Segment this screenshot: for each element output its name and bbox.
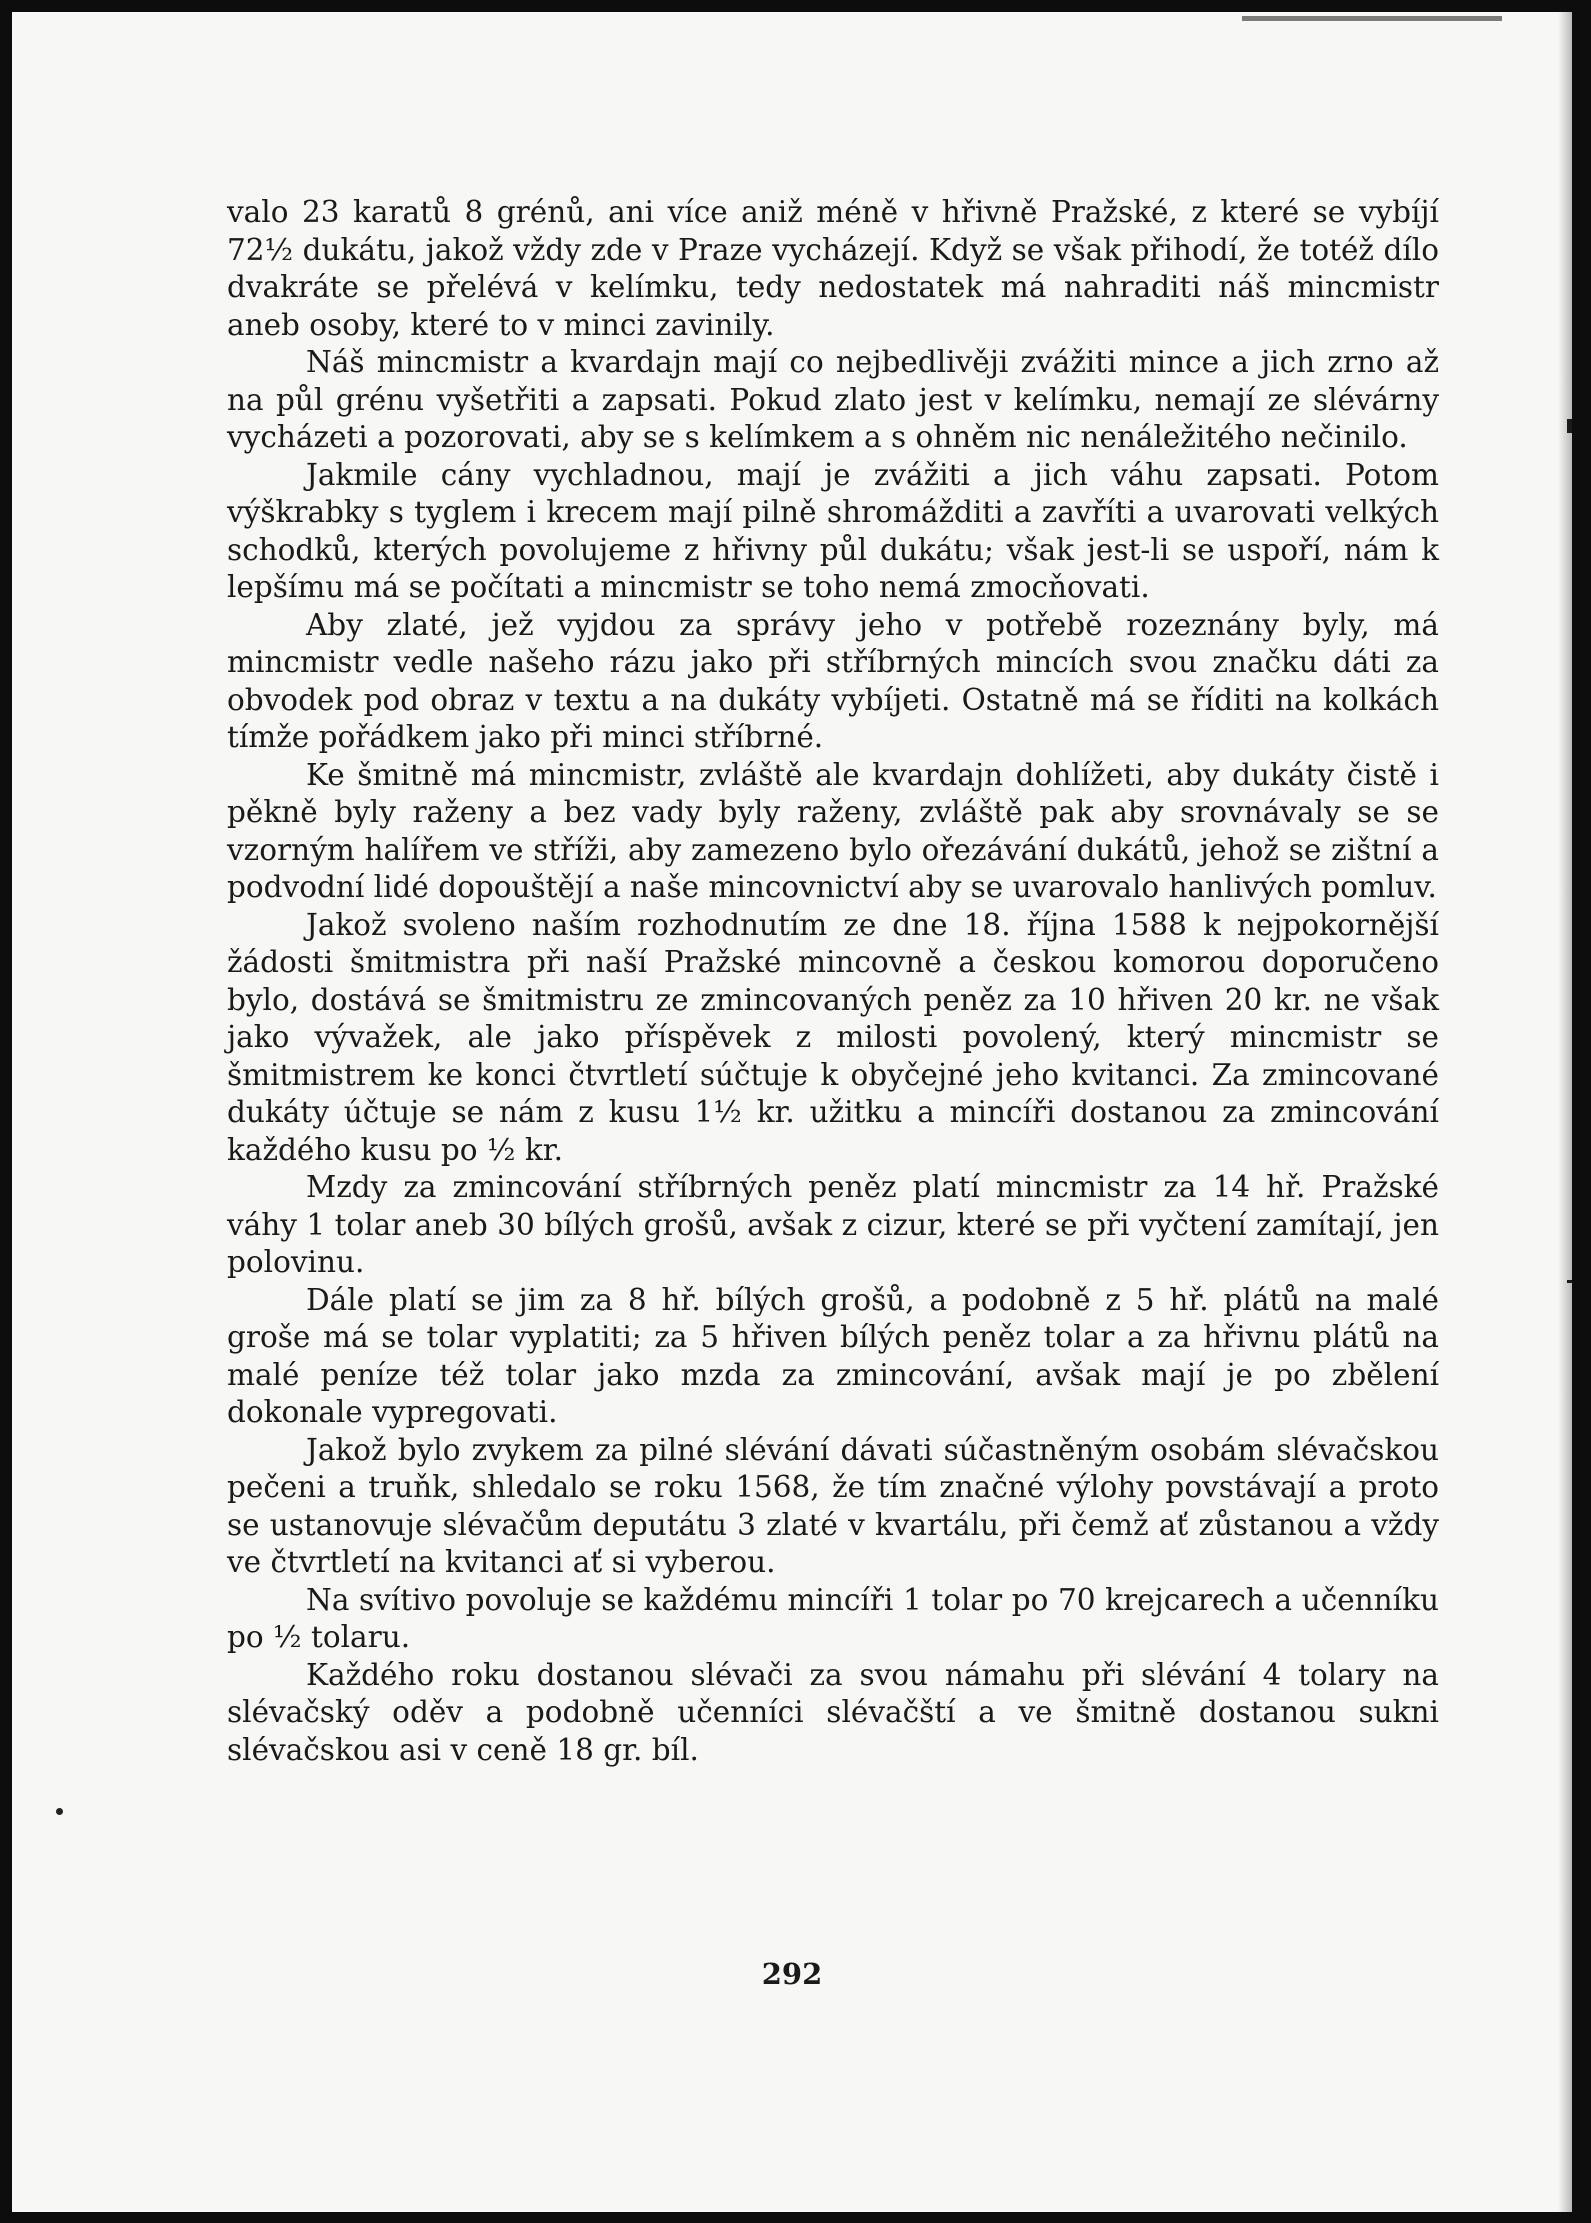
scan-speck: [1567, 419, 1572, 433]
scan-speck: [1567, 1280, 1572, 1283]
paragraph-11: Každého roku dostanou slévači za svou námahu při slévání 4 tolary na slévačský oděv a podobně učenníci slévačští a ve šmitně dostanou sukni slévačskou asi v ceně 18 gr. bíl.: [227, 1657, 1439, 1767]
scan-edge-mark: [1242, 16, 1502, 21]
page-number: 292: [761, 1957, 823, 1991]
paragraph-7: Mzdy za zmincování stříbrných peněz platí mincmistr za 14 hř. Pražské váhy 1 tolar aneb 30 bílých grošů, avšak z cizur, které se při vyčtení zamítají, jen polovinu.: [227, 1170, 1439, 1279]
paragraph-3: Jakmile cány vychladnou, mají je zvážiti a jich váhu zapsati. Potom výškrabky s tyglem i krecem mají pilně shromážditi a zavříti a uvarovati velkých schodků, kterých povolujeme z hřivny půl dukátu; však jest-li se uspoří, nám k lepšímu má se počítati a mincmistr se toho nemá zmocňovati.: [227, 457, 1439, 604]
body-text: [227, 194, 1439, 1769]
paragraph-10: Na svítivo povoluje se každému mincíři 1 tolar po 70 krejcarech a učenníku po ½ tolaru.: [227, 1582, 1439, 1654]
paragraph-9: Jakož bylo zvykem za pilné slévání dávati súčastněným osobám slévačskou pečeni a truňk, shledalo se roku 1568, že tím značné výlohy povstávají a proto se ustanovuje slévačům deputátu 3 zlaté v kvartálu, při čemž ať zůstanou a vždy ve čtvrtletí na kvitanci ať si vyberou.: [227, 1432, 1439, 1579]
paragraph-1: valo 23 karatů 8 grénů, ani více aniž méně v hřivně Pražské, z které se vybíjí 72½ dukátu, jakož vždy zde v Praze vycházejí. Když se však přihodí, že totéž dílo dvakráte se přelévá v kelímku, tedy nedostatek má nahraditi náš mincmistr aneb osoby, které to v minci zavinily.: [227, 195, 1439, 342]
paragraph-8: Dále platí se jim za 8 hř. bílých grošů, a podobně z 5 hř. plátů na malé groše má se tolar vyplatiti; za 5 hřiven bílých peněz tolar a za hřivnu plátů na malé peníze též tolar jako mzda za zmincování, avšak mají je po zbělení dokonale vypregovati.: [227, 1282, 1439, 1429]
scanned-page: [12, 12, 1572, 2212]
paragraph-5: Ke šmitně má mincmistr, zvláště ale kvardajn dohlížeti, aby dukáty čistě i pěkně byly raženy a bez vady byly raženy, zvláště pak aby srovnávaly se se vzorným halířem ve stříži, aby zamezeno bylo ořezávání dukátů, jehož se zištní a podvodní lidé dopouštějí a naše mincovnictví aby se uvarovalo hanlivých pomluv.: [227, 757, 1439, 904]
scan-speck: [56, 1808, 63, 1815]
paragraph-2: Náš mincmistr a kvardajn mají co nejbedlivěji zvážiti mince a jich zrno až na půl grénu vyšetřiti a zapsati. Pokud zlato jest v kelímku, nemají ze slévárny vycházeti a pozorovati, aby se s kelímkem a s ohněm nic nenáležitého nečinilo.: [227, 345, 1439, 454]
paragraph-4: Aby zlaté, jež vyjdou za správy jeho v potřebě rozeznány byly, má mincmistr vedle našeho rázu jako při stříbrných mincích svou značku dáti za obvodek pod obraz v textu a na dukáty vybíjeti. Ostatně má se říditi na kolkách tímže pořádkem jako při minci stříbrné.: [227, 607, 1439, 754]
paragraph-6: Jakož svoleno naším rozhodnutím ze dne 18. října 1588 k nejpokornější žádosti šmitmistra při naší Pražské mincovně a českou komorou doporučeno bylo, dostává se šmitmistru ze zmincovaných peněz za 10 hřiven 20 kr. ne však jako vývažek, ale jako příspěvek z milosti povolený, který mincmistr se šmitmistrem ke konci čtvrtletí súčtuje k obyčejné jeho kvitanci. Za zmincované dukáty účtuje se nám z kusu 1½ kr. užitku a mincíři dostanou za zmincování každého kusu po ½ kr.: [227, 907, 1439, 1167]
